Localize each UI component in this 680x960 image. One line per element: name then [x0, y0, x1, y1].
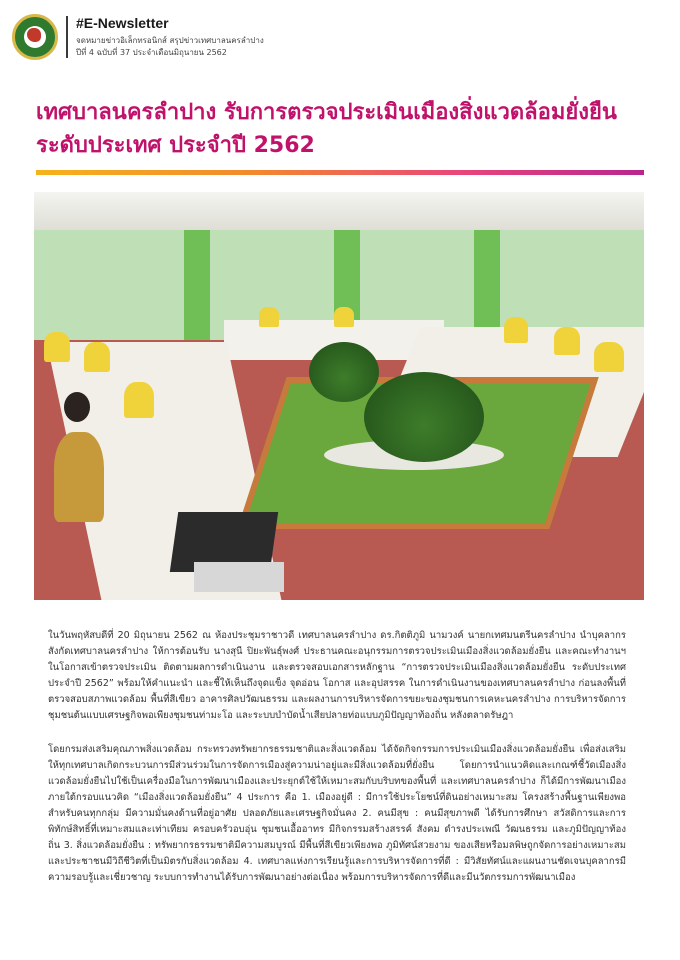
newsletter-issue: ปีที่ 4 ฉบับที่ 37 ประจำเดือนมิถุนายน 2562	[76, 48, 227, 57]
newsletter-subtitle: จดหมายข่าวอิเล็กทรอนิกส์ สรุปข่าวเทศบาลนครลำปาง	[76, 36, 264, 45]
rooster-icon	[27, 28, 41, 42]
article-title: เทศบาลนครลำปาง รับการตรวจประเมินเมืองสิ่งแวดล้อมยั่งยืน ระดับประเทศ ประจำปี 2562	[36, 100, 617, 158]
newsletter-title: #E-Newsletter	[76, 15, 169, 31]
article-paragraph-2: โดยกรมส่งเสริมคุณภาพสิ่งแวดล้อม กระทรวงทรัพยากรธรรมชาติและสิ่งแวดล้อม ได้จัดกิจกรรมการประเมินเมืองสิ่งแวดล้อมยั่งยืน เพื่อส่งเสริมให้ทุกเทศบาลเกิดกระบวนการมีส่วนร่วมในการจัดการเมืองสู่ความน่าอยู่และมีสิ่งแวดล้อมที่ยั่งยืน โดยการนำแนวคิดและเกณฑ์ชี้วัดเมืองสิ่งแวดล้อมยั่งยืนไปใช้เป็นเครื่องมือในการพัฒนาเมืองและประยุกต์ใช้ให้เหมาะสมกับบริบทของพื้นที่ และเทศบาลนครลำปาง ก็ได้มีการพัฒนาเมืองภายใต้กรอบแนวคิด “เมืองสิ่งแวดล้อมยั่งยืน” 4 ประการ คือ 1. เมืองอยู่ดี : มีการใช้ประโยชน์ที่ดินอย่างเหมาะสม โครงสร้างพื้นฐานเพียงพอสำหรับคนทุกกลุ่ม มีความมั่นคงด้านที่อยู่อาศัย ปลอดภัยและเศรษฐกิจมั่นคง 2. คนมีสุข : คนมีสุขภาพดี ได้รับการศึกษา สวัสดิการและการพิทักษ์สิทธิ์ที่เหมาะสมและเท่าเทียม ครอบครัวอบอุ่น ชุมชนเอื้ออาทร มีกิจกรรมสร้างสรรค์ สังคม ดำรงประเพณี วัฒนธรรม และภูมิปัญญาท้องถิ่น 3. สิ่งแวดล้อมยั่งยืน : ทรัพยากรธรรมชาติมีความสมบูรณ์ มีพื้นที่สีเขียวเพียงพอ ภูมิทัศน์สวยงาม ของเสียหรือมลพิษถูกจัดการอย่างเหมาะสม และประชาชนมีวิถีชีวิตที่เป็นมิตรกับสิ่งแวดล้อม 4. เทศบาลแห่งการเรียนรู้และการบริหารจัดการที่ดี : มีวิสัยทัศน์และแผนงานชัดเจนบุคลากรมีความรอบรู้และเชี่ยวชาญ ระบบการทำงานได้รับการพัฒนาอย่างต่อเนื่อง พร้อมการบริหารจัดการที่ดีและมีนวัตกรรมการพัฒนาเมือง	[48, 744, 626, 883]
newsletter-header	[12, 14, 668, 64]
meeting-photo	[34, 192, 644, 600]
header-divider	[66, 16, 68, 58]
municipality-seal-icon	[12, 14, 58, 60]
article-paragraph-1: ในวันพฤหัสบดีที่ 20 มิถุนายน 2562 ณ ห้องประชุมราชาวดี เทศบาลนครลำปาง ดร.กิตติภูมิ นามวงค์ นายกเทศมนตรีนครลำปาง นำบุคลากรสังกัดเทศบาลนครลำปาง ให้การต้อนรับ นางสุนี ปิยะพันธุ์พงศ์ ประธานคณะอนุกรรมการตรวจประเมินเมืองสิ่งแวดล้อมยั่งยืน และคณะทำงานฯ ในโอกาสเข้าตรวจประเมิน ติดตามผลการดำเนินงาน และตรวจสอบเอกสารหลักฐาน “การตรวจประเมินเมืองสิ่งแวดล้อมยั่งยืน ระดับประเทศ ประจำปี 2562” พร้อมให้คำแนะนำ และชี้ให้เห็นถึงจุดแข็ง จุดอ่อน โอกาส และอุปสรรค ในการดำเนินงานของเทศบาลนครลำปาง ก่อนลงพื้นที่ตรวจสอบสภาพแวดล้อม พื้นที่สีเขียว อาคารศิลปวัฒนธรรม และผลงานการบริหารจัดการขยะของชุมชนการเคหะนครลำปาง การบริหารจัดการชุมชนต้นแบบเศรษฐกิจพอเพียงชุมชนท่ามะโอ และระบบบำบัดน้ำเสียปลายท่อแบบภูมิปัญญาท้องถิ่น หลังตลาดรัษฎา	[48, 630, 626, 721]
title-gradient-bar	[36, 170, 644, 175]
